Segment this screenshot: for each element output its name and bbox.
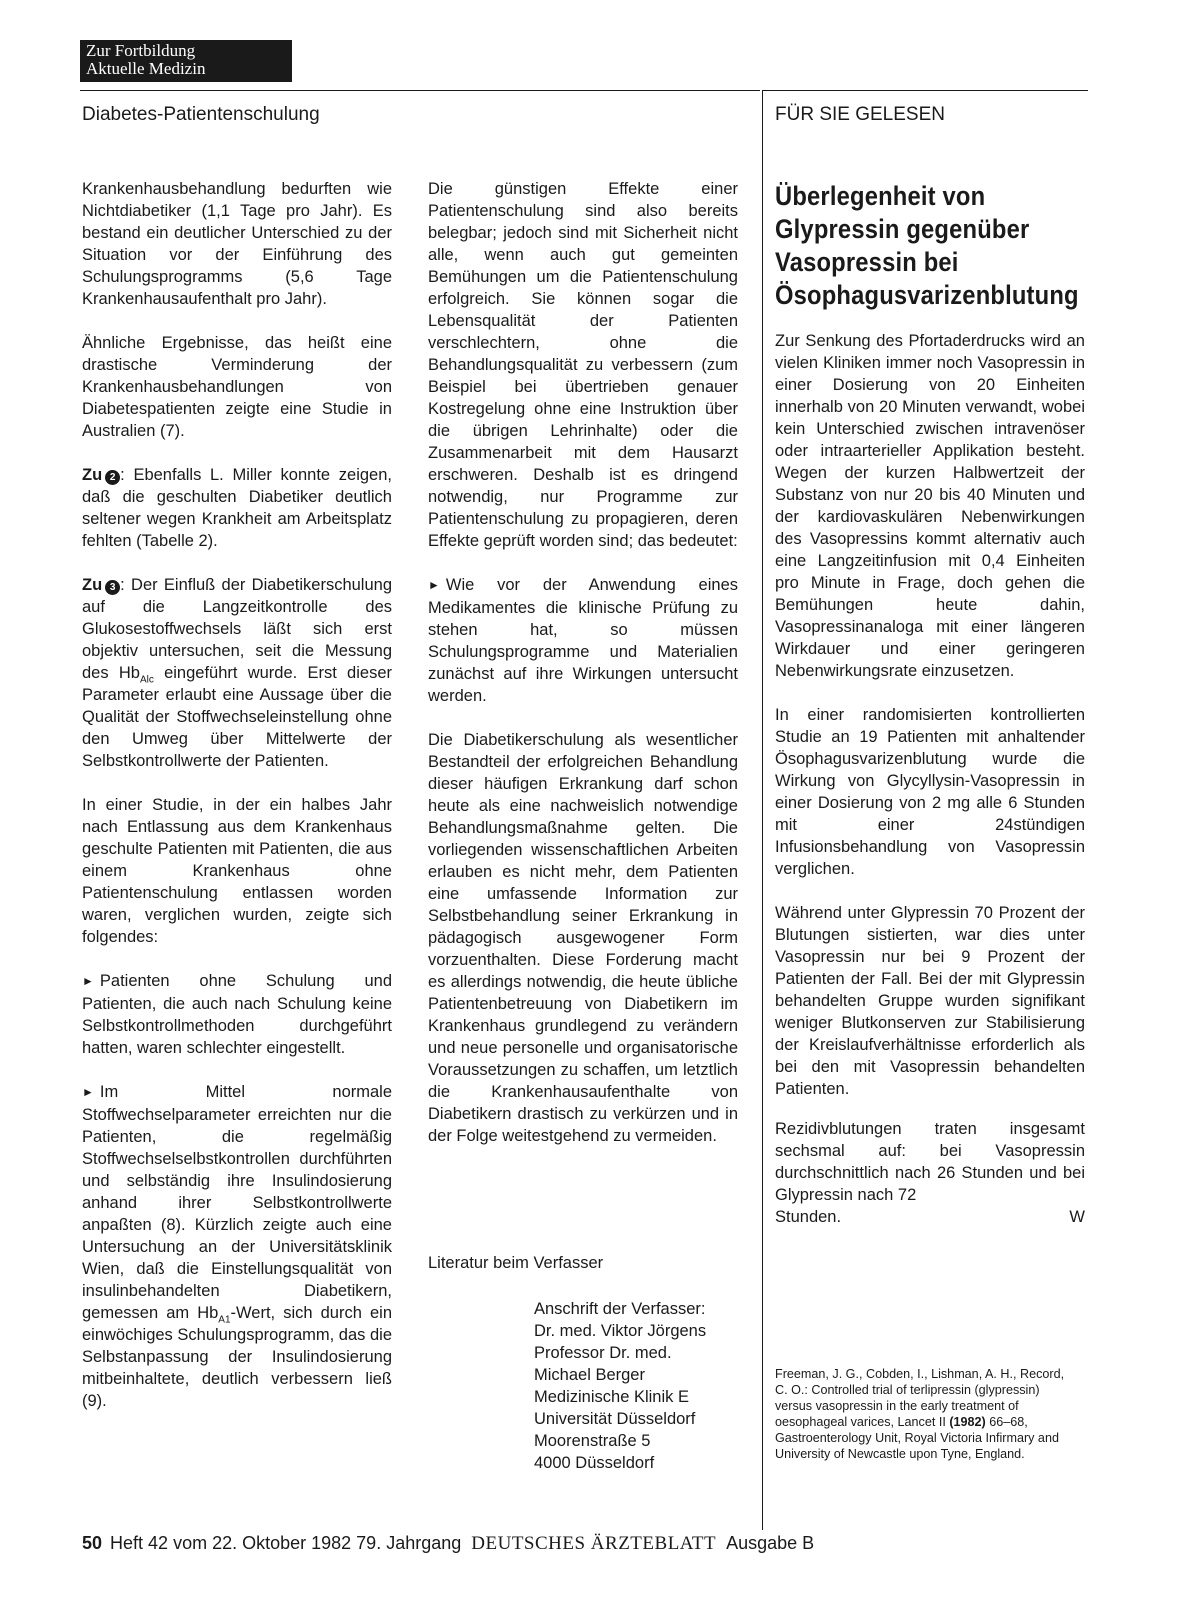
col1-bullet-1-text: Patienten ohne Schulung und Patienten, die auch nach Schulung keine Selbstkontrollmethoden durchgeführt hatten, waren schlechter eingestellt. [82, 972, 392, 1057]
address-line: Universität Düsseldorf [534, 1410, 696, 1428]
col1-paragraph-2: Ähnliche Ergebnisse, das heißt eine drastische Verminderung der Krankenhausbehandlungen von Diabetespatienten zeigte eine Studie in Australien (7). [82, 334, 392, 440]
col2-paragraph-1: Die günstigen Effekte einer Patientenschulung sind also bereits belegbar; jedoch sind mit Sicherheit nicht alle, wenn auch gut gemeinten Bemühungen um die Patientenschulung erfolgreich. Sie können sogar die Lebensqualität der Patienten verschlechtern, ohne die Behandlungsqualität zu verbessern (zum Beispiel bei übertrieben genauer Kostregelung ohne eine Instruktion über die übrigen Lehrinhalte) oder die Zusammenarbeit mit dem Hausarzt erschweren. Deshalb ist es dringend notwendig, nur Programme zur Patientenschulung zu propagieren, deren Effekte geprüft worden sind; das bedeutet: [428, 180, 738, 550]
col1-bullet-1 [82, 970, 392, 1059]
address-line: 4000 Düsseldorf [534, 1454, 655, 1472]
section-title-right: FÜR SIE GELESEN [775, 104, 945, 125]
page-number: 50 [82, 1533, 103, 1553]
col1-paragraph-4-text-b: eingeführt wurde. Erst dieser Parameter erlaubt eine Aussage über die Qualität der Stoffwechseleinstellung ohne den Umweg über Mittelwerte der Selbstkontrollwerte der Patienten. [82, 664, 392, 770]
literature-note: Literatur beim Verfasser [428, 1254, 604, 1272]
address-line: Michael Berger [534, 1366, 645, 1384]
address-line: Anschrift der Verfasser: [534, 1300, 706, 1318]
reference-rest: 66–68, Gastroenterology Unit, Royal Victoria Infirmary and University of Newcastle upon Tyne, England. [775, 1415, 1059, 1461]
section-badge [80, 40, 292, 82]
hba1-subscript: A1 [218, 1314, 231, 1326]
column-divider [762, 90, 763, 1530]
edition-label: Ausgabe B [726, 1533, 815, 1553]
reference-text: Freeman, J. G., Cobden, I., Lishman, A. H., Record, C. O.: Controlled trial of terlipressin (glypressin) versus vasopressin in the early treatment of oesophageal varices, Lancet II [775, 1367, 1065, 1429]
col2-paragraph-3: Die Diabetikerschulung als wesentlicher Bestandteil der erfolgreichen Behandlung dieser häufigen Erkrankung darf schon heute als eine nachweislich notwendige Behandlungsmaßnahme gelten. Die vorliegenden wissenschaftlichen Arbeiten erlauben es nicht mehr, dem Patienten eine umfassende Information zur Selbstbehandlung seiner Erkrankung in pädagogisch ausgewogener Form vorzuenthalten. Diese Forderung macht es allerdings notwendig, die heute übliche Patientenbetreuung von Diabetikern im Krankenhaus grundlegend zu verändern und neue personelle und organisatorische Voraussetzungen zu schaffen, um letztlich die Krankenhausaufenthalte von Diabetikern drastisch zu verkürzen und in der Folge weitestgehend zu vermeiden. [428, 731, 738, 1145]
zu-label: Zu [82, 466, 103, 484]
col1-bullet-2-text-a: Im Mittel normale Stoffwechselparameter erreichten nur die Patienten, die regelmäßig Stoffwechselselbstkontrollen durchführten und selbständig ihre Insulindosierung anhand ihrer Selbstkontrollwerte anpaßten (8). Kürzlich zeigte auch eine Untersuchung an der Universitätsklinik Wien, daß die Einstellungsqualität von insulinbehandelten Diabetikern, gemessen am Hb [82, 1083, 392, 1322]
author-address [534, 1298, 706, 1474]
address-line: Moorenstraße 5 [534, 1432, 651, 1450]
top-rule-right [763, 90, 1088, 91]
zu-label: Zu [82, 576, 103, 594]
col2-bullet-1 [428, 574, 738, 707]
badge-line-1: Zur Fortbildung [86, 41, 196, 60]
col1-paragraph-3 [82, 464, 392, 552]
column-1 [82, 178, 392, 1412]
col1-paragraph-1: Krankenhausbehandlung bedurften wie Nichtdiabetiker (1,1 Tage pro Jahr). Es bestand ein deutlicher Unterschied zu der Situation vor der Einführung des Schulungsprogramms (5,6 Tage Krankenhausaufenthalt pro Jahr). [82, 180, 392, 308]
col3-paragraph-4 [775, 1118, 1085, 1228]
col1-paragraph-4-text-a: : Der Einfluß der Diabetikerschulung auf die Langzeitkontrolle des Glukosestoffwechsels läßt sich erst objektiv untersuchen, seit die Messung des Hb [82, 576, 392, 682]
top-rule-left [80, 90, 760, 91]
issue-info: Heft 42 vom 22. Oktober 1982 79. Jahrgang [110, 1533, 462, 1553]
col1-paragraph-5: In einer Studie, in der ein halbes Jahr nach Entlassung aus dem Krankenhaus geschulte Patienten mit Patienten, die aus einem Krankenhaus ohne Patientenschulung entlassen worden waren, verglichen wurden, zeigte sich folgendes: [82, 796, 392, 946]
page-footer [82, 1533, 814, 1555]
col3-paragraph-4-text: Rezidivblutungen traten insgesamt sechsmal auf: bei Vasopressin durchschnittlich nach 26 Stunden und bei Glypressin nach 72 [775, 1120, 1085, 1204]
reference-citation [775, 1366, 1075, 1462]
column-3 [775, 330, 1085, 1228]
col3-paragraph-3: Während unter Glypressin 70 Prozent der Blutungen sistierten, war dies unter Vasopressin nur bei 9 Prozent der Patienten der Fall. Bei der mit Glypressin behandelten Gruppe wurden signifikant weniger Blutkonserven zur Stabilisierung der Kreislaufverhältnisse erforderlich als bei den mit Vasopressin behandelten Patienten. [775, 904, 1085, 1098]
col3-paragraph-4-last-word: Stunden. [775, 1208, 842, 1226]
article-headline: Überlegenheit von Glypressin gegenüber Vasopressin bei Ösophagusvarizenblutung [775, 181, 1079, 310]
col3-paragraph-1: Zur Senkung des Pfortaderdrucks wird an vielen Kliniken immer noch Vasopressin in einer Dosierung von 20 Einheiten innerhalb von 20 Minuten verwandt, wobei kein Unterschied zwischen intravenöser oder intraarterieller Applikation besteht. Wegen der kurzen Halbwertzeit der Substanz von nur 20 bis 40 Minuten und der kardiovaskulären Nebenwirkungen des Vasopressins kommt alternativ auch eine Langzeitinfusion mit 0,4 Einheiten pro Minute in Frage, doch gehen die Bemühungen heute dahin, Vasopressinanaloga mit einer längeren Wirkdauer und einer geringeren Nebenwirkungsrate einzusetzen. [775, 332, 1085, 680]
column-2 [428, 178, 738, 1147]
section-title-left: Diabetes-Patientenschulung [82, 104, 320, 125]
col1-bullet-2 [82, 1081, 392, 1412]
col3-paragraph-2: In einer randomisierten kontrollierten Studie an 19 Patienten mit anhaltender Ösophagusvarizenblutung wurde die Wirkung von Glycyllysin-Vasopressin in einer Dosierung von 2 mg alle 6 Stunden mit einer 24stündigen Infusionsbehandlung von Vasopressin verglichen. [775, 706, 1085, 878]
author-signature: W [1069, 1208, 1085, 1226]
col1-paragraph-4 [82, 574, 392, 772]
circled-number-3: 3 [105, 580, 120, 595]
bullet-triangle-icon: ► [428, 578, 440, 592]
bullet-triangle-icon: ► [82, 1085, 94, 1099]
reference-year: (1982) [949, 1415, 986, 1429]
col2-bullet-1-text: Wie vor der Anwendung eines Medikamentes die klinische Prüfung zu stehen hat, so müssen Schulungsprogramme und Materialien zunächst auf ihre Wirkungen untersucht werden. [428, 576, 738, 705]
circled-number-2: 2 [105, 470, 120, 485]
badge-line-2: Aktuelle Medizin [86, 59, 206, 78]
col1-bullet-2-text-b: -Wert, sich durch ein einwöchiges Schulungsprogramm, das die Selbstanpassung der Insulindosierung mitbeinhaltete, deutlich verbessern ließ (9). [82, 1304, 393, 1410]
bullet-triangle-icon: ► [82, 974, 94, 988]
col3-paragraph-4-end [775, 1206, 1085, 1228]
address-line: Professor Dr. med. [534, 1344, 672, 1362]
address-line: Dr. med. Viktor Jörgens [534, 1322, 707, 1340]
address-line: Medizinische Klinik E [534, 1388, 689, 1406]
hba1c-subscript: Alc [139, 674, 154, 686]
magazine-name: DEUTSCHES ÄRZTEBLATT [471, 1533, 717, 1554]
col1-paragraph-3-text: : Ebenfalls L. Miller konnte zeigen, daß die geschulten Diabetiker deutlich seltener wegen Krankheit am Arbeitsplatz fehlten (Tabelle 2). [82, 466, 392, 550]
